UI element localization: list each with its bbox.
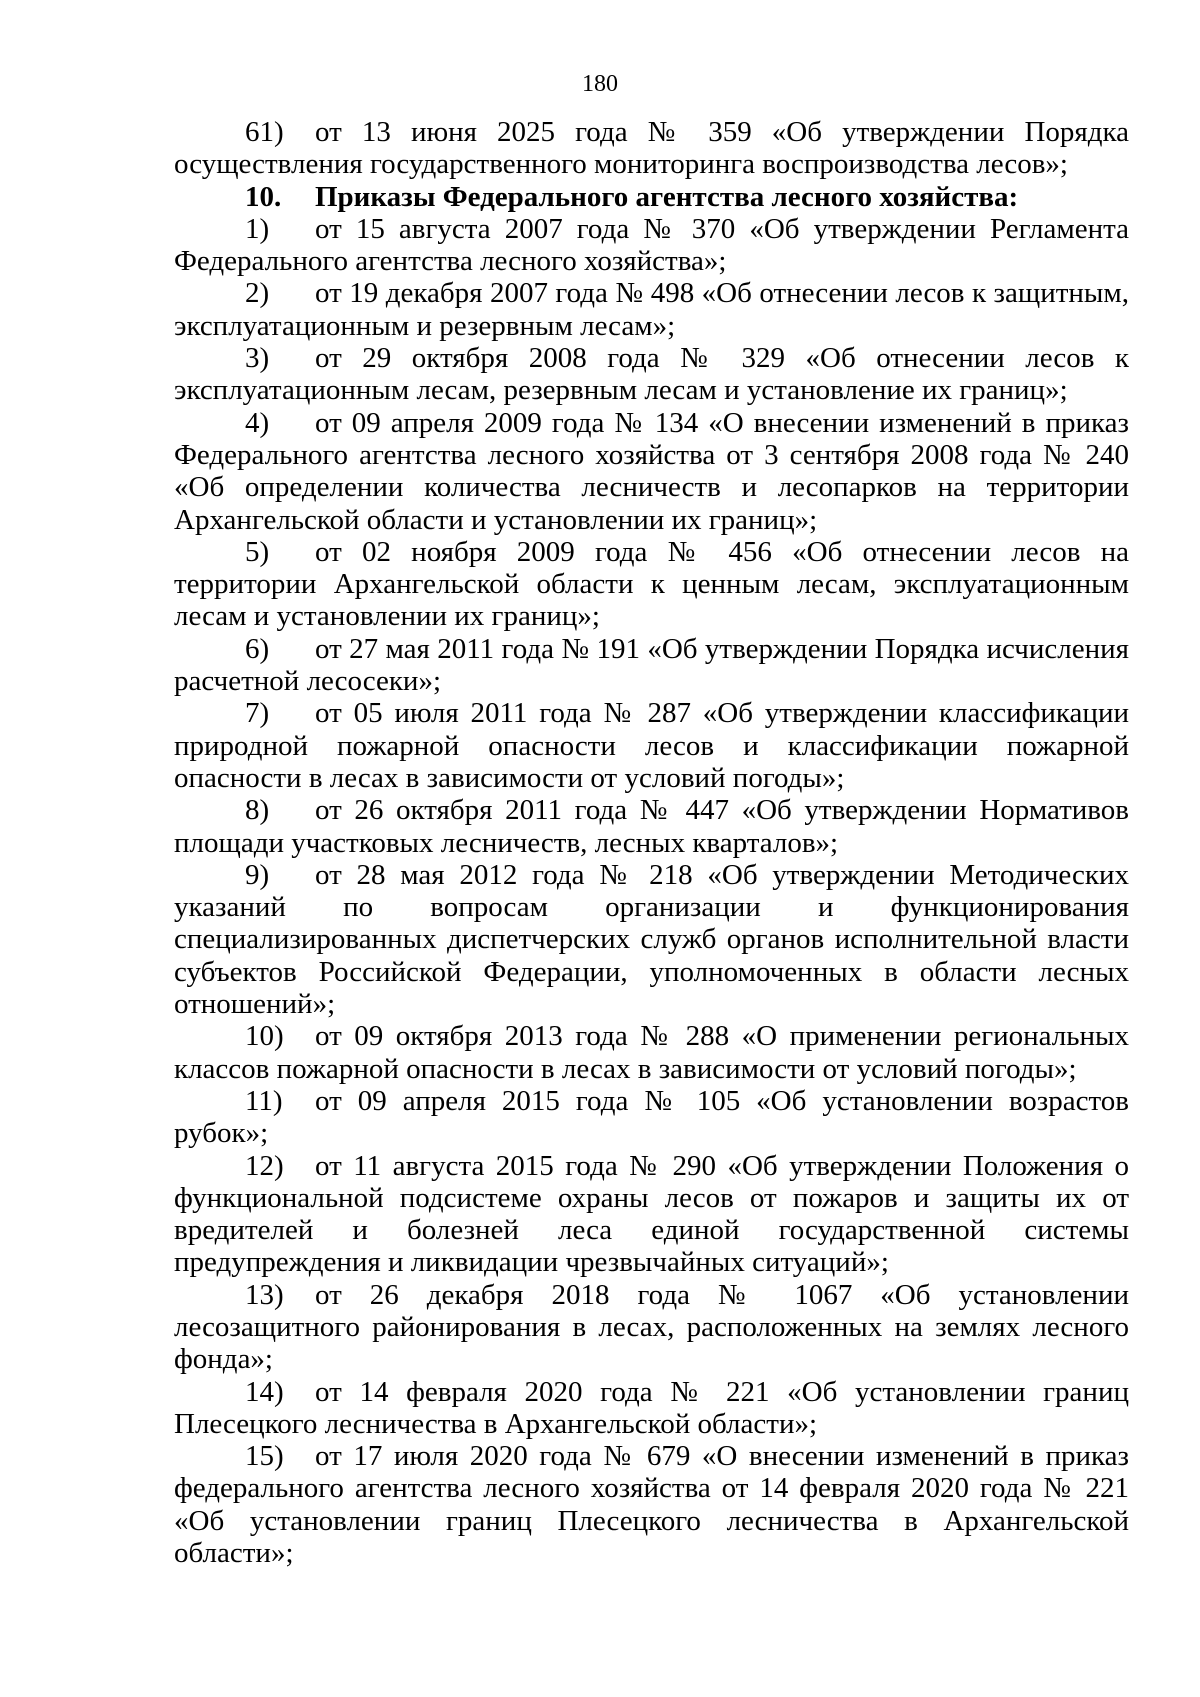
- item-text: от 28 мая 2012 года № 218 «Об утверждении Методических указаний по вопросам организации и функционирования специализированных диспетчерских служб органов исполнительной власти субъектов Российской Федерации, уполномоченных в области лесных отношений»;: [174, 858, 1129, 1021]
- list-item: [174, 277, 1129, 342]
- item-number: 10.: [245, 180, 282, 213]
- list-item: [174, 1020, 1129, 1085]
- list-item: [174, 1150, 1129, 1279]
- item-number: 15): [245, 1440, 284, 1473]
- list-item: [174, 1085, 1129, 1150]
- list-item: [174, 1440, 1129, 1569]
- item-text: от 17 июля 2020 года № 679 «О внесении изменений в приказ федерального агентства лесного хозяйства от 14 февраля 2020 года № 221 «Об установлении границ Плесецкого лесничества в Архангельской области»;: [174, 1440, 1129, 1570]
- item-text: от 13 июня 2025 года № 359 «Об утверждении Порядка осуществления государственного мониторинга воспроизводства лесов»;: [174, 116, 1129, 181]
- item-number: 3): [245, 342, 270, 375]
- item-number: 14): [245, 1375, 284, 1408]
- list-item: [174, 342, 1129, 407]
- item-number: 1): [245, 212, 270, 245]
- item-number: 8): [245, 794, 270, 827]
- item-number: 12): [245, 1149, 284, 1182]
- item-number: 4): [245, 406, 270, 439]
- item-text: от 09 октября 2013 года № 288 «О применении региональных классов пожарной опасности в лесах в зависимости от условий погоды»;: [174, 1020, 1129, 1085]
- item-text: от 11 августа 2015 года № 290 «Об утверждении Положения о функциональной подсистеме охраны лесов от пожаров и защиты их от вредителей и болезней леса единой государственной системы предупреждения и ликвидации чрезвычайных ситуаций»;: [174, 1149, 1129, 1279]
- list-item: [174, 1376, 1129, 1441]
- list-item: [174, 407, 1129, 536]
- list-item: [174, 859, 1129, 1020]
- document-body: [174, 116, 1129, 1569]
- item-text: от 26 декабря 2018 года № 1067 «Об установлении лесозащитного районирования в лесах, расположенных на землях лесного фонда»;: [174, 1278, 1129, 1376]
- section-heading: [174, 181, 1129, 213]
- item-number: 9): [245, 858, 270, 891]
- item-number: 6): [245, 632, 270, 665]
- item-number: 10): [245, 1020, 284, 1053]
- item-number: 2): [245, 277, 270, 310]
- item-text: от 19 декабря 2007 года № 498 «Об отнесении лесов к защитным, эксплуатационным и резервным лесам»;: [174, 277, 1129, 342]
- item-text: от 09 апреля 2009 года № 134 «О внесении изменений в приказ Федерального агентства лесного хозяйства от 3 сентября 2008 года № 240 «Об определении количества лесничеств и лесопарков на территории Архангельской области и установлении их границ»;: [174, 406, 1129, 536]
- item-text: от 15 августа 2007 года № 370 «Об утверждении Регламента Федерального агентства лесного хозяйства»;: [174, 212, 1129, 278]
- list-item: [174, 213, 1129, 278]
- item-number: 11): [245, 1084, 283, 1117]
- item-text: от 09 апреля 2015 года № 105 «Об установлении возрастов рубок»;: [174, 1084, 1129, 1150]
- item-text: Приказы Федерального агентства лесного хозяйства:: [315, 180, 1019, 213]
- item-text: от 29 октября 2008 года № 329 «Об отнесении лесов к эксплуатационным лесам, резервным лесам и установление их границ»;: [174, 342, 1129, 407]
- item-text: от 02 ноября 2009 года № 456 «Об отнесении лесов на территории Архангельской области к ценным лесам, эксплуатационным лесам и установлении их границ»;: [174, 535, 1129, 633]
- page-number: 180: [582, 71, 618, 97]
- item-number: 5): [245, 535, 270, 568]
- list-item: [174, 633, 1129, 698]
- item-text: от 27 мая 2011 года № 191 «Об утверждении Порядка исчисления расчетной лесосеки»;: [174, 632, 1129, 698]
- list-item: [174, 697, 1129, 794]
- item-number: 13): [245, 1278, 284, 1311]
- item-number: 61): [245, 116, 284, 148]
- list-item: [174, 116, 1129, 181]
- item-text: от 14 февраля 2020 года № 221 «Об установлении границ Плесецкого лесничества в Архангельской области»;: [174, 1375, 1129, 1440]
- item-text: от 05 июля 2011 года № 287 «Об утверждении классификации природной пожарной опасности лесов и классификации пожарной опасности в лесах в зависимости от условий погоды»;: [174, 697, 1129, 794]
- list-item: [174, 536, 1129, 633]
- list-item: [174, 794, 1129, 859]
- list-item: [174, 1279, 1129, 1376]
- item-number: 7): [245, 697, 270, 730]
- item-text: от 26 октября 2011 года № 447 «Об утверждении Нормативов площади участковых лесничеств, лесных кварталов»;: [174, 794, 1129, 859]
